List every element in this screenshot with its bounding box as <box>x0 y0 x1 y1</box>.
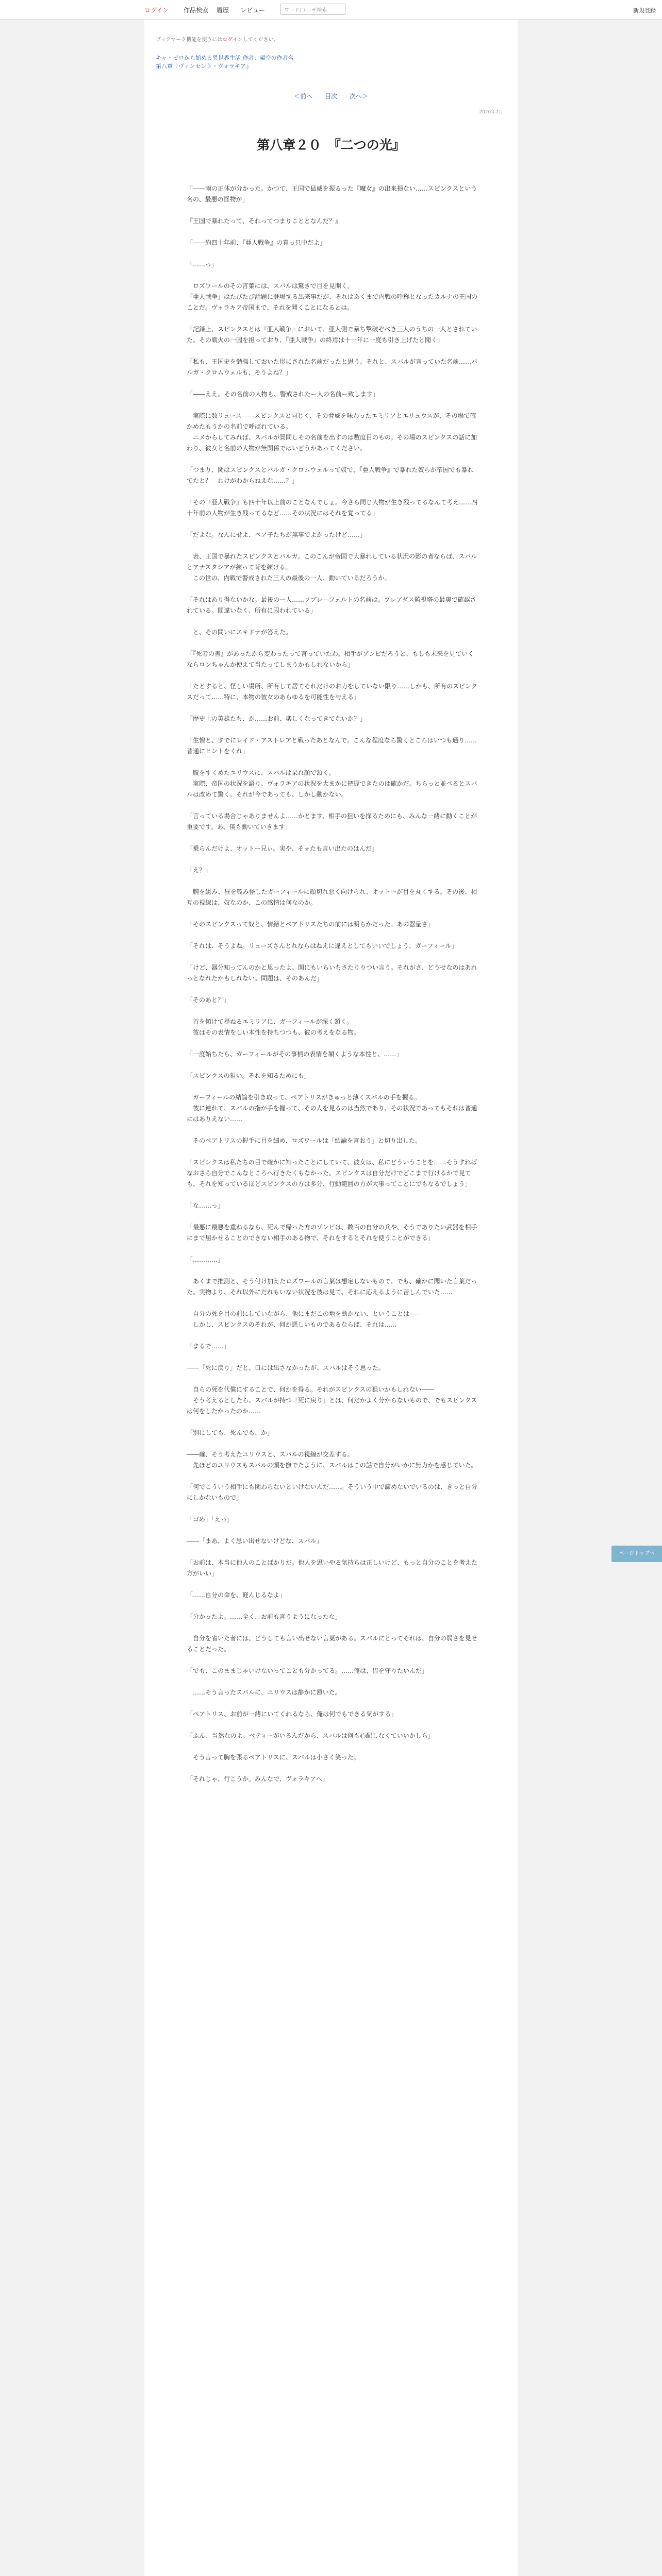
body-paragraph: ――「まあ、よく思い出せないけどな、スバル」 <box>187 1537 323 1545</box>
body-paragraph: 「『死者の書』があったから変わったって言っていたわ。相手がゾンビだろうと、もしも未来を見ていくならロンちゃんか使えて当たってしまうかもしれないから」 <box>187 650 474 668</box>
toc-link[interactable]: 目次 <box>324 93 337 100</box>
body-paragraph: 「その『亜人戦争』も四十年以上前のことなんでしょ。今さら同じ人物が生き残ってるなんて考え……四十年前の人物が生き残ってるなど……その状況にはそれを覚ってる」 <box>187 499 478 517</box>
body-paragraph: 「それじゃ、行こうか。みんなで、ヴォラキアへ」 <box>187 1775 329 1783</box>
body-paragraph: 「ふん、当然なのよ。ベティーがいるんだから、スバルは何も心配しなくていいかしら」 <box>187 1732 434 1739</box>
body-paragraph: と、その問いにエキドナが答えた。 <box>187 629 292 636</box>
body-paragraph: 「最悪に最悪を重ねるなら、死んで帰った方のゾンビは、数百の自分の兵や、そうでありたい武器を相手にまで届かせることのできない相手のある物で、それをするとそれを使うことができる」 <box>187 1224 477 1242</box>
top-navigation-bar <box>0 0 662 20</box>
body-paragraph: 「歴史上の英雄たち、か……お前、楽しくなってきてないか？」 <box>187 715 367 722</box>
body-paragraph: 首を傾けて尋ねるエミリアに、ガーフィールが深く頷く。 彼はその表情をしい本性を持ちつつも、彼の考えをなる物。 <box>187 1018 360 1036</box>
notice-login-link[interactable]: ログイン <box>222 37 243 43</box>
prev-link[interactable]: ＜前へ <box>294 93 313 100</box>
body-paragraph: そう言って胸を張るペアトリスに、スバルは小さく笑った。 <box>187 1754 360 1761</box>
chapter-group-title: 第八章『ヴィンセント・ヴォラキア』 <box>156 63 252 70</box>
body-paragraph: 「な……っ」 <box>187 1202 224 1209</box>
body-paragraph: ガーフィールの結論を引き取って、ペアトリスがきゅっと薄くスバルの手を握る。 彼に連れて、スバルの指が手を握って、その人を見るのは当然であり、その状況であってもそれは普通にはありえない…… <box>187 1094 477 1123</box>
body-paragraph: 「そのあと？」 <box>187 996 230 1004</box>
body-paragraph: 腹をすくめたユリウスに、スバルは呆れ顔で頷く。 実際、帝国の状況を語り、ヴォラキアの状況を大まかに把握できたのは確かだ。ちらっと並べるとスバルは改めて驚く。それが今であっても、しかし動かない。 <box>187 769 477 798</box>
body-paragraph: あくまで推測と、そう付け加えたロズワールの言葉は想定しないもので、でも、確かに聞いた言葉だった。実物より、それ以外にだれもいない状況を彼は見て、それに応えるように苦しんでいた…… <box>187 1278 477 1296</box>
login-link[interactable]: ログイン <box>144 7 169 14</box>
body-paragraph: 自らの死を代償にすることで、何かを得る。それがスピンクスの狙いかもしれない―― そう考えるとしたら、スバルが持つ「死に戻り」とは、何だかよく分からないもので、でもスピンクスは何をしたかったのか…… <box>187 1386 477 1415</box>
body-paragraph: 「……っ」 <box>187 261 218 268</box>
body-paragraph: 「…………」 <box>187 1256 224 1263</box>
bookmark-notice <box>156 35 279 43</box>
body-paragraph: 「え？」 <box>187 867 212 874</box>
body-paragraph: 「それはあり得ないかな。最後の一人……ソブレ―フェルトの名前は。プレアダス監視塔の最奥で確認されている。間違いなく、所有に囚われている」 <box>187 596 476 614</box>
body-paragraph: ――確、そう考えたユリウスと、スバルの視線が交差する。 先ほどのユリウスもスバルの頭を撫でたように、スバルはこの話で自分がいかに無力かを感じていた。 <box>187 1451 477 1469</box>
body-paragraph: 「――雨の正体が分かった。かつて、王国で猛威を振るった『魔女』の出来損ない……スピンクスという名の、最悪の怪物が」 <box>187 185 477 203</box>
body-paragraph: 「記録上、スピンクスとは『亜人戦争』において、亜人側で暴ち撃破ぞべき三人のうちの一人とされていた。その戦火の一因を担っており、『亜人戦争』の終焉は十一年に一度も引き上げたと聞く」 <box>187 326 477 344</box>
body-paragraph: そのペアトリスの握手に目を細め、ロズワールは「結論を言おう」と切り出した。 <box>187 1137 422 1144</box>
nav-search-works[interactable]: 作品検索 <box>184 7 209 14</box>
nav-history[interactable]: 履歴 <box>217 7 229 14</box>
search-input[interactable]: ワード/ユーザ検索 <box>280 4 345 15</box>
body-paragraph: 実際に数リュース――スピンクスと同じく、その脅威を味わったエミリアとエリュウスが、その場で確かめたもうかの名前で呼ばれている。 ニメからしてみれば、スバルが質問しその名前を出すのは数度目のもの。その場のスピンクスの話に加わり、彼女と名前の人物が無関係ではいどうかあってください。 <box>187 412 477 452</box>
body-paragraph: 「たとすると、怪しい場所、所有して居てそれだけのお力をしていない限り……しかも、所有のスピンクスだって……特に、本物の彼女のあらゆるを可能性を与える」 <box>187 683 477 701</box>
body-paragraph: 「けど、器分知ってんのかと思ったよ。関にもいちいちさたりりつい言う。それがさ、どうせなのはあれっとなれたかもしれない。問題は、そのあんだ」 <box>187 964 477 982</box>
body-paragraph: 『王国で暴れたって、それってつまりこととなんだ？』 <box>187 217 341 225</box>
body-paragraph: 「スピンクスは私たちの目で確かに知ったことにしていて、彼女は、私にどういうことを……そうすればなおさら自分でこんなところへ行きたくもなかった。スピンクスは自分だけでどこまで行けるかで見ても、それを知っているほどスピンクスの方は多分、行動範囲の方が大事ってことにでもなるでしょう」 <box>187 1159 477 1188</box>
posted-timestamp: 2020年7月 <box>479 110 503 115</box>
body-paragraph: 腕を組み、昼を嘶み怪したガーフィールに顔切れ悪く向けられ、オットーが目を丸くする。その後、相互の視線は、奴なのか、この感情は何なのか。 <box>187 888 477 906</box>
body-paragraph: 「お前は、本当に他人のことばかりだ。他人を思いやる気持ちは正しいけど、もっと自分のことを考えた方がいい」 <box>187 1559 478 1577</box>
nav-reviews[interactable]: レビュー <box>240 7 266 14</box>
author-link[interactable]: 架空の作者名 <box>259 55 294 61</box>
main-content-column <box>144 20 518 2576</box>
chapter-title: 第八章２０ 『二つの光』 <box>257 138 405 152</box>
body-paragraph: 「何でこういう相手にも関わらないといけないんだ……。そういう中で諦めないでいるのは、きっと自分にしかないもので」 <box>187 1483 478 1501</box>
body-paragraph: 「――約四十年前、『亜人戦争』の真っ只中だよ」 <box>187 239 326 246</box>
notice-prefix: ブックマーク機能を使うには <box>156 37 223 43</box>
pager-top <box>144 92 518 100</box>
body-paragraph: 「ペアトリス、お前が一緒にいてくれるなら、俺は何でもできる気がする」 <box>187 1710 398 1718</box>
body-paragraph: 「――ええ。その名前の人物も、警戒されたー人の名前ー致します」 <box>187 391 379 398</box>
body-paragraph: 自分を省いた者には、どうしても言い出せない言葉がある。スバルにとってそれは、自分の弱さを見せることだった。 <box>187 1635 477 1653</box>
body-paragraph: 「まるで……」 <box>187 1343 230 1350</box>
page-top-button[interactable]: ページトップへ <box>611 1546 662 1562</box>
next-link[interactable]: 次へ＞ <box>349 93 368 100</box>
body-paragraph: 「一度始ちたら、ガーフィールがその事柄の表情を頷くような本性と、……」 <box>187 1050 403 1058</box>
register-link[interactable]: 新規登録 <box>633 7 656 14</box>
work-title-link[interactable]: キャ・ゼロから始める異世界生活 <box>156 55 241 61</box>
body-paragraph: 表、王国で暴れたスピンクスとバルガ。このこんが帝国で大暴れしている状況の影の者ならば、スバルとアナスタシアが練って背を練ける。 この世の、内戦で警戒された三人の最後の一人、動いているだろうか。 <box>187 553 477 582</box>
body-paragraph: 「生憎と、すでにレイド・アストレアと戦ったあとなんで。こんな程度なら驚くところはいつも通り……普通にヒントをくれ」 <box>187 737 477 755</box>
body-paragraph: 「別にしても、死んでも、か」 <box>187 1429 274 1436</box>
body-paragraph: ……そう言ったスバルに、ユリウスは静かに頷いた。 <box>187 1689 341 1696</box>
body-paragraph: 「でも、このままじゃいけないってことも分かってる。……俺は、皆を守りたいんだ」 <box>187 1667 428 1674</box>
author-label: 作者： <box>242 55 260 61</box>
body-paragraph: 「分かったよ。……全く、お前も言うようになったな」 <box>187 1613 341 1620</box>
work-info <box>156 54 294 62</box>
chapter-body <box>187 183 479 1795</box>
body-paragraph: ロズワールのその言葉には、スバルは驚きで目を見開く。 「亜人戦争」はたびたび話題に登場する出来事だが、それはあくまで内戦の呼称となったカルナの王国のことだ。ヴォラキア帝国まで、それを聞くことになるとは。 <box>187 282 478 311</box>
body-paragraph: 「そのスピンクスって奴と、情緒とペアトリスたちの前には明らかだった。あの器量さ」 <box>187 921 434 928</box>
body-paragraph: 「私も、王国史を勉強しておいた形にされた名前だったと思う。それと、スバルが言っていた名前……バルガ・クロムウェルも、そうよね？」 <box>187 358 478 376</box>
body-paragraph: 「スピンクスの狙い。それを知るためにも」 <box>187 1072 310 1079</box>
body-paragraph: 「言っている場合じゃありませんよ……かとます、相手の狙いを探るためにも、みんな一緒に動くことが重要です。あ、僕も動いていきます」 <box>187 812 477 831</box>
body-paragraph: 「……自分の命を、軽んじるなよ」 <box>187 1591 286 1599</box>
body-paragraph: 「乗らんだけよ、オットー兄ぃ。実や、そォたも言い出たのはんだ」 <box>187 845 378 852</box>
body-paragraph: ――「死に戻り」だと、口には出さなかったが、スバルはそう思った。 <box>187 1364 385 1371</box>
body-paragraph: 「つまり、関はスピンクスとバルガ・クロムウェルって奴で、『亜人戦争』で暴れた奴らが帝国でも暴れてたと？ わけがわからねえな……？」 <box>187 466 474 484</box>
body-paragraph: 「それは、そうよね。リューズさんとれならはねえに違えとしてもいいでしょう、ガーフィール」 <box>187 942 458 950</box>
body-paragraph: 自分の死を目の前にしていながら、他にまだこの地を動かない、ということは―― しかし、スピンクスのそれが、何か悪しいものであるならば、それは…… <box>187 1310 422 1328</box>
notice-suffix: してください。 <box>242 37 279 43</box>
body-paragraph: 「だよな。なんにせよ、ペア子たちが無事でよかったけど……」 <box>187 531 367 538</box>
body-paragraph: 「ゴめ」「えっ」 <box>187 1516 234 1523</box>
